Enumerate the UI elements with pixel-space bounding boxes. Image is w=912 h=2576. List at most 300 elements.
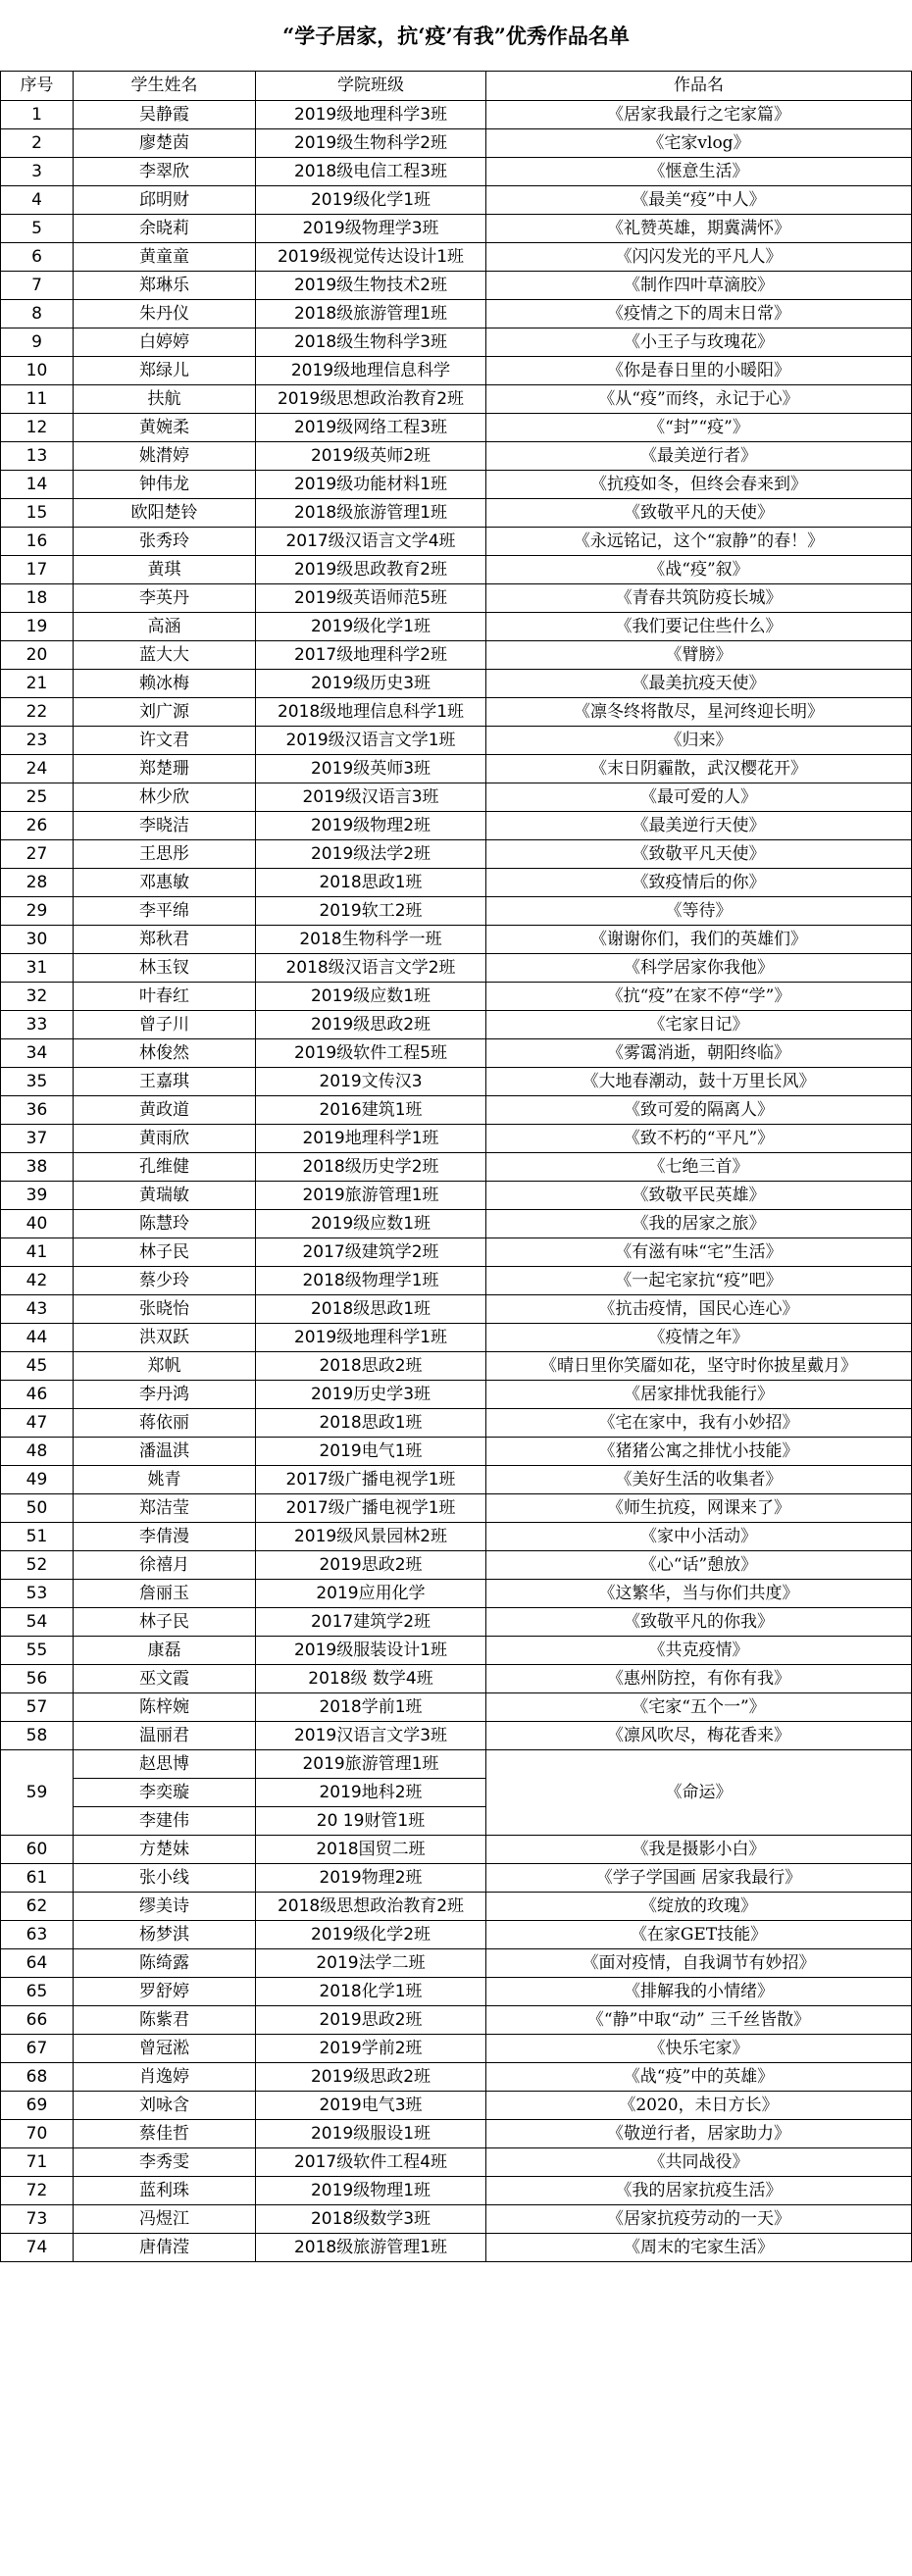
work-title: 《七绝三首》: [486, 1153, 912, 1182]
class-name: 2018级思想政治教育2班: [256, 1893, 486, 1921]
row-number: 31: [1, 954, 74, 983]
table-body: [1, 101, 912, 2262]
table-header-row: [1, 72, 912, 101]
work-title: 《永远铭记，这个“寂静”的春！》: [486, 528, 912, 556]
work-title: 《青春共筑防疫长城》: [486, 584, 912, 613]
work-title: 《居家排忧我能行》: [486, 1381, 912, 1409]
row-number: 27: [1, 840, 74, 869]
class-name: 2019物理2班: [256, 1864, 486, 1893]
class-name: 2019地科2班: [256, 1779, 486, 1807]
table-row: [1, 2063, 912, 2092]
student-name: 廖楚茵: [74, 129, 256, 158]
class-name: 2018国贸二班: [256, 1836, 486, 1864]
table-row: [1, 755, 912, 783]
work-title: 《制作四叶草滴胶》: [486, 272, 912, 300]
student-name: 曾子川: [74, 1011, 256, 1039]
work-title: 《战“疫”叙》: [486, 556, 912, 584]
row-number: 45: [1, 1352, 74, 1381]
class-name: 2019级英师2班: [256, 442, 486, 471]
class-name: 20 19财管1班: [256, 1807, 486, 1836]
row-number: 18: [1, 584, 74, 613]
table-row: [1, 1324, 912, 1352]
work-title: 《致敬平凡的你我》: [486, 1608, 912, 1637]
table-row: [1, 983, 912, 1011]
work-title: 《致敬平民英雄》: [486, 1182, 912, 1210]
row-number: 33: [1, 1011, 74, 1039]
student-name: 蔡少玲: [74, 1267, 256, 1295]
table-row: [1, 1893, 912, 1921]
student-name: 蓝利珠: [74, 2177, 256, 2205]
row-number: 66: [1, 2006, 74, 2035]
student-name: 温丽君: [74, 1722, 256, 1750]
class-name: 2019思政2班: [256, 1551, 486, 1580]
class-name: 2019级生物技术2班: [256, 272, 486, 300]
student-name: 白婷婷: [74, 328, 256, 357]
row-number: 22: [1, 698, 74, 727]
table-row: [1, 1409, 912, 1438]
class-name: 2018思政2班: [256, 1352, 486, 1381]
table-row: [1, 2035, 912, 2063]
table-row: [1, 641, 912, 670]
table-row: [1, 1295, 912, 1324]
student-name: 刘广源: [74, 698, 256, 727]
table-row: [1, 499, 912, 528]
work-title: 《惠州防控，有你有我》: [486, 1665, 912, 1693]
student-name: 姚潸婷: [74, 442, 256, 471]
work-title: 《我的居家抗疫生活》: [486, 2177, 912, 2205]
class-name: 2019级风景园林2班: [256, 1523, 486, 1551]
student-name: 康磊: [74, 1637, 256, 1665]
table-row: [1, 1182, 912, 1210]
student-name: 方楚妹: [74, 1836, 256, 1864]
table-row: [1, 2205, 912, 2234]
student-name: 郑楚珊: [74, 755, 256, 783]
row-number: 11: [1, 385, 74, 414]
table-row: [1, 2148, 912, 2177]
table-row: [1, 1750, 912, 1779]
table-row: [1, 243, 912, 272]
class-name: 2018级汉语言文学2班: [256, 954, 486, 983]
student-name: 唐倩滢: [74, 2234, 256, 2262]
table-row: [1, 2120, 912, 2148]
class-name: 2019旅游管理1班: [256, 1750, 486, 1779]
student-name: 林玉钗: [74, 954, 256, 983]
student-name: 张秀玲: [74, 528, 256, 556]
row-number: 21: [1, 670, 74, 698]
work-title: 《等待》: [486, 897, 912, 926]
row-number: 6: [1, 243, 74, 272]
class-name: 2018级思政1班: [256, 1295, 486, 1324]
table-row: [1, 1608, 912, 1637]
class-name: 2018级地理信息科学1班: [256, 698, 486, 727]
work-title: 《疫情之年》: [486, 1324, 912, 1352]
class-name: 2019级功能材料1班: [256, 471, 486, 499]
row-number: 40: [1, 1210, 74, 1238]
class-name: 2018级旅游管理1班: [256, 2234, 486, 2262]
table-row: [1, 1580, 912, 1608]
class-name: 2019级思政教育2班: [256, 556, 486, 584]
table-row: [1, 1693, 912, 1722]
row-number: 70: [1, 2120, 74, 2148]
student-name: 黄童童: [74, 243, 256, 272]
table-row: [1, 1551, 912, 1580]
class-name: 2019电气1班: [256, 1438, 486, 1466]
row-number: 37: [1, 1125, 74, 1153]
table-row: [1, 300, 912, 328]
table-row: [1, 556, 912, 584]
work-title: 《在家GET技能》: [486, 1921, 912, 1949]
student-name: 李翠欣: [74, 158, 256, 186]
student-name: 李秀雯: [74, 2148, 256, 2177]
row-number: 12: [1, 414, 74, 442]
table-row: [1, 186, 912, 215]
class-name: 2019级英语师范5班: [256, 584, 486, 613]
table-row: [1, 2006, 912, 2035]
row-number: 36: [1, 1096, 74, 1125]
student-name: 余晓莉: [74, 215, 256, 243]
class-name: 2019级物理1班: [256, 2177, 486, 2205]
student-name: 巫文霞: [74, 1665, 256, 1693]
table-row: [1, 471, 912, 499]
table-row: [1, 584, 912, 613]
student-name: 王嘉琪: [74, 1068, 256, 1096]
table-row: [1, 727, 912, 755]
table-row: [1, 1921, 912, 1949]
row-number: 19: [1, 613, 74, 641]
class-name: 2017级广播电视学1班: [256, 1494, 486, 1523]
work-title: 《抗击疫情，国民心连心》: [486, 1295, 912, 1324]
work-title: 《末日阴霾散，武汉樱花开》: [486, 755, 912, 783]
class-name: 2019级历史3班: [256, 670, 486, 698]
class-name: 2019汉语言文学3班: [256, 1722, 486, 1750]
row-number: 64: [1, 1949, 74, 1978]
work-title: 《命运》: [486, 1750, 912, 1836]
class-name: 2019级思政2班: [256, 2063, 486, 2092]
student-name: 张晓怡: [74, 1295, 256, 1324]
work-title: 《心“话”憩放》: [486, 1551, 912, 1580]
work-title: 《共克疫情》: [486, 1637, 912, 1665]
student-name: 钟伟龙: [74, 471, 256, 499]
work-title: 《抗疫如冬，但终会春来到》: [486, 471, 912, 499]
student-name: 蒋依丽: [74, 1409, 256, 1438]
student-name: 陈慧玲: [74, 1210, 256, 1238]
student-name: 林子民: [74, 1238, 256, 1267]
table-row: [1, 897, 912, 926]
work-title: 《猪猪公寓之排忧小技能》: [486, 1438, 912, 1466]
class-name: 2019级网络工程3班: [256, 414, 486, 442]
table-row: [1, 272, 912, 300]
work-title: 《战“疫”中的英雄》: [486, 2063, 912, 2092]
row-number: 1: [1, 101, 74, 129]
class-name: 2019级思想政治教育2班: [256, 385, 486, 414]
table-row: [1, 926, 912, 954]
class-name: 2019电气3班: [256, 2092, 486, 2120]
work-title: 《抗“疫”在家不停“学”》: [486, 983, 912, 1011]
table-row: [1, 528, 912, 556]
table-row: [1, 1978, 912, 2006]
work-title: 《一起宅家抗“疫”吧》: [486, 1267, 912, 1295]
student-name: 吴静霞: [74, 101, 256, 129]
student-name: 赵思博: [74, 1750, 256, 1779]
work-title: 《宅在家中，我有小妙招》: [486, 1409, 912, 1438]
row-number: 48: [1, 1438, 74, 1466]
work-title: 《从“疫”而终，永记于心》: [486, 385, 912, 414]
row-number: 47: [1, 1409, 74, 1438]
table-row: [1, 869, 912, 897]
student-name: 杨梦淇: [74, 1921, 256, 1949]
row-number: 23: [1, 727, 74, 755]
work-title: 《惬意生活》: [486, 158, 912, 186]
student-name: 李平绵: [74, 897, 256, 926]
class-name: 2019级物理2班: [256, 812, 486, 840]
class-name: 2018思政1班: [256, 1409, 486, 1438]
class-name: 2017级建筑学2班: [256, 1238, 486, 1267]
student-name: 许文君: [74, 727, 256, 755]
class-name: 2018学前1班: [256, 1693, 486, 1722]
table-row: [1, 1438, 912, 1466]
student-name: 李奕璇: [74, 1779, 256, 1807]
table-row: [1, 2177, 912, 2205]
row-number: 25: [1, 783, 74, 812]
class-name: 2019软工2班: [256, 897, 486, 926]
student-name: 郑琳乐: [74, 272, 256, 300]
work-title: 《凛冬终将散尽，星河终迎长明》: [486, 698, 912, 727]
student-name: 朱丹仪: [74, 300, 256, 328]
work-title: 《有滋有味“宅”生活》: [486, 1238, 912, 1267]
student-name: 潘温淇: [74, 1438, 256, 1466]
row-number: 16: [1, 528, 74, 556]
class-name: 2018生物科学一班: [256, 926, 486, 954]
row-number: 59: [1, 1750, 74, 1836]
class-name: 2019旅游管理1班: [256, 1182, 486, 1210]
work-title: 《凛风吹尽，梅花香来》: [486, 1722, 912, 1750]
class-name: 2019思政2班: [256, 2006, 486, 2035]
class-name: 2019历史学3班: [256, 1381, 486, 1409]
student-name: 黄瑞敏: [74, 1182, 256, 1210]
table-row: [1, 1836, 912, 1864]
row-number: 46: [1, 1381, 74, 1409]
row-number: 30: [1, 926, 74, 954]
row-number: 62: [1, 1893, 74, 1921]
student-name: 李晓洁: [74, 812, 256, 840]
student-name: 刘咏含: [74, 2092, 256, 2120]
student-name: 李建伟: [74, 1807, 256, 1836]
row-number: 10: [1, 357, 74, 385]
class-name: 2018级电信工程3班: [256, 158, 486, 186]
row-number: 49: [1, 1466, 74, 1494]
row-number: 32: [1, 983, 74, 1011]
class-name: 2019级地理信息科学: [256, 357, 486, 385]
work-title: 《敬逆行者，居家助力》: [486, 2120, 912, 2148]
student-name: 肖逸婷: [74, 2063, 256, 2092]
table-row: [1, 2234, 912, 2262]
work-title: 《你是春日里的小暖阳》: [486, 357, 912, 385]
row-number: 68: [1, 2063, 74, 2092]
work-title: 《致可爱的隔离人》: [486, 1096, 912, 1125]
row-number: 2: [1, 129, 74, 158]
work-title: 《排解我的小情绪》: [486, 1978, 912, 2006]
work-title: 《居家抗疫劳动的一天》: [486, 2205, 912, 2234]
row-number: 29: [1, 897, 74, 926]
row-number: 24: [1, 755, 74, 783]
class-name: 2017级汉语言文学4班: [256, 528, 486, 556]
work-title: 《最美抗疫天使》: [486, 670, 912, 698]
student-name: 罗舒婷: [74, 1978, 256, 2006]
work-title: 《面对疫情，自我调节有妙招》: [486, 1949, 912, 1978]
row-number: 41: [1, 1238, 74, 1267]
class-name: 2019法学二班: [256, 1949, 486, 1978]
student-name: 黄婉柔: [74, 414, 256, 442]
work-title: 《疫情之下的周末日常》: [486, 300, 912, 328]
row-number: 51: [1, 1523, 74, 1551]
row-number: 55: [1, 1637, 74, 1665]
work-title: 《礼赞英雄，期冀满怀》: [486, 215, 912, 243]
row-number: 52: [1, 1551, 74, 1580]
table-row: [1, 840, 912, 869]
row-number: 28: [1, 869, 74, 897]
student-name: 徐禧月: [74, 1551, 256, 1580]
class-name: 2017级软件工程4班: [256, 2148, 486, 2177]
row-number: 42: [1, 1267, 74, 1295]
work-title: 《最可爱的人》: [486, 783, 912, 812]
table-row: [1, 215, 912, 243]
class-name: 2018思政1班: [256, 869, 486, 897]
student-name: 郑帆: [74, 1352, 256, 1381]
student-name: 陈梓婉: [74, 1693, 256, 1722]
row-number: 17: [1, 556, 74, 584]
table-row: [1, 1238, 912, 1267]
class-name: 2019应用化学: [256, 1580, 486, 1608]
award-list-table: [0, 71, 912, 2262]
class-name: 2019级应数1班: [256, 1210, 486, 1238]
work-title: 《大地春潮动，鼓十万里长风》: [486, 1068, 912, 1096]
class-name: 2019级化学1班: [256, 186, 486, 215]
class-name: 2019级视觉传达设计1班: [256, 243, 486, 272]
work-title: 《“静”中取“动” 三千丝皆散》: [486, 2006, 912, 2035]
table-row: [1, 385, 912, 414]
class-name: 2019级汉语言文学1班: [256, 727, 486, 755]
row-number: 69: [1, 2092, 74, 2120]
class-name: 2018级数学3班: [256, 2205, 486, 2234]
row-number: 15: [1, 499, 74, 528]
work-title: 《宅家vlog》: [486, 129, 912, 158]
row-number: 39: [1, 1182, 74, 1210]
student-name: 张小线: [74, 1864, 256, 1893]
row-number: 54: [1, 1608, 74, 1637]
row-number: 60: [1, 1836, 74, 1864]
row-number: 56: [1, 1665, 74, 1693]
table-row: [1, 954, 912, 983]
student-name: 黄政道: [74, 1096, 256, 1125]
table-row: [1, 2092, 912, 2120]
work-title: 《最美逆行天使》: [486, 812, 912, 840]
work-title: 《这繁华，当与你们共度》: [486, 1580, 912, 1608]
student-name: 扶航: [74, 385, 256, 414]
row-number: 50: [1, 1494, 74, 1523]
student-name: 姚青: [74, 1466, 256, 1494]
work-title: 《居家我最行之宅家篇》: [486, 101, 912, 129]
class-name: 2019级物理学3班: [256, 215, 486, 243]
class-name: 2018级历史学2班: [256, 1153, 486, 1182]
row-number: 73: [1, 2205, 74, 2234]
work-title: 《绽放的玫瑰》: [486, 1893, 912, 1921]
work-title: 《宅家“五个一”》: [486, 1693, 912, 1722]
table-row: [1, 613, 912, 641]
table-row: [1, 1466, 912, 1494]
student-name: 蔡佳哲: [74, 2120, 256, 2148]
student-name: 詹丽玉: [74, 1580, 256, 1608]
class-name: 2019级思政2班: [256, 1011, 486, 1039]
table-row: [1, 670, 912, 698]
student-name: 黄琪: [74, 556, 256, 584]
work-title: 《致敬平凡天使》: [486, 840, 912, 869]
student-name: 缪美诗: [74, 1893, 256, 1921]
class-name: 2018级旅游管理1班: [256, 300, 486, 328]
table-row: [1, 357, 912, 385]
student-name: 郑秋君: [74, 926, 256, 954]
class-name: 2019级软件工程5班: [256, 1039, 486, 1068]
row-number: 3: [1, 158, 74, 186]
table-row: [1, 1210, 912, 1238]
class-name: 2019级英师3班: [256, 755, 486, 783]
class-name: 2019级服设1班: [256, 2120, 486, 2148]
table-row: [1, 1494, 912, 1523]
student-name: 曾冠淞: [74, 2035, 256, 2063]
row-number: 5: [1, 215, 74, 243]
table-row: [1, 442, 912, 471]
student-name: 邱明财: [74, 186, 256, 215]
header-student-name: 学生姓名: [74, 72, 256, 101]
class-name: 2019级化学1班: [256, 613, 486, 641]
work-title: 《我是摄影小白》: [486, 1836, 912, 1864]
work-title: 《科学居家你我他》: [486, 954, 912, 983]
work-title: 《致疫情后的你》: [486, 869, 912, 897]
work-title: 《小王子与玫瑰花》: [486, 328, 912, 357]
work-title: 《周末的宅家生活》: [486, 2234, 912, 2262]
row-number: 65: [1, 1978, 74, 2006]
table-row: [1, 101, 912, 129]
class-name: 2019级地理科学1班: [256, 1324, 486, 1352]
table-row: [1, 1864, 912, 1893]
class-name: 2019级生物科学2班: [256, 129, 486, 158]
work-title: 《师生抗疫，网课来了》: [486, 1494, 912, 1523]
student-name: 高涵: [74, 613, 256, 641]
class-name: 2018化学1班: [256, 1978, 486, 2006]
class-name: 2019地理科学1班: [256, 1125, 486, 1153]
work-title: 《致不朽的“平凡”》: [486, 1125, 912, 1153]
student-name: 李倩漫: [74, 1523, 256, 1551]
table-row: [1, 812, 912, 840]
student-name: 陈绮露: [74, 1949, 256, 1978]
work-title: 《雾霭消逝，朝阳终临》: [486, 1039, 912, 1068]
table-row: [1, 158, 912, 186]
row-number: 20: [1, 641, 74, 670]
class-name: 2019级地理科学3班: [256, 101, 486, 129]
row-number: 35: [1, 1068, 74, 1096]
row-number: 13: [1, 442, 74, 471]
student-name: 叶春红: [74, 983, 256, 1011]
work-title: 《致敬平凡的天使》: [486, 499, 912, 528]
student-name: 欧阳楚铃: [74, 499, 256, 528]
student-name: 李丹鸿: [74, 1381, 256, 1409]
student-name: 孔维健: [74, 1153, 256, 1182]
work-title: 《归来》: [486, 727, 912, 755]
class-name: 2017级广播电视学1班: [256, 1466, 486, 1494]
table-row: [1, 1722, 912, 1750]
student-name: 郑洁莹: [74, 1494, 256, 1523]
table-row: [1, 1381, 912, 1409]
row-number: 14: [1, 471, 74, 499]
